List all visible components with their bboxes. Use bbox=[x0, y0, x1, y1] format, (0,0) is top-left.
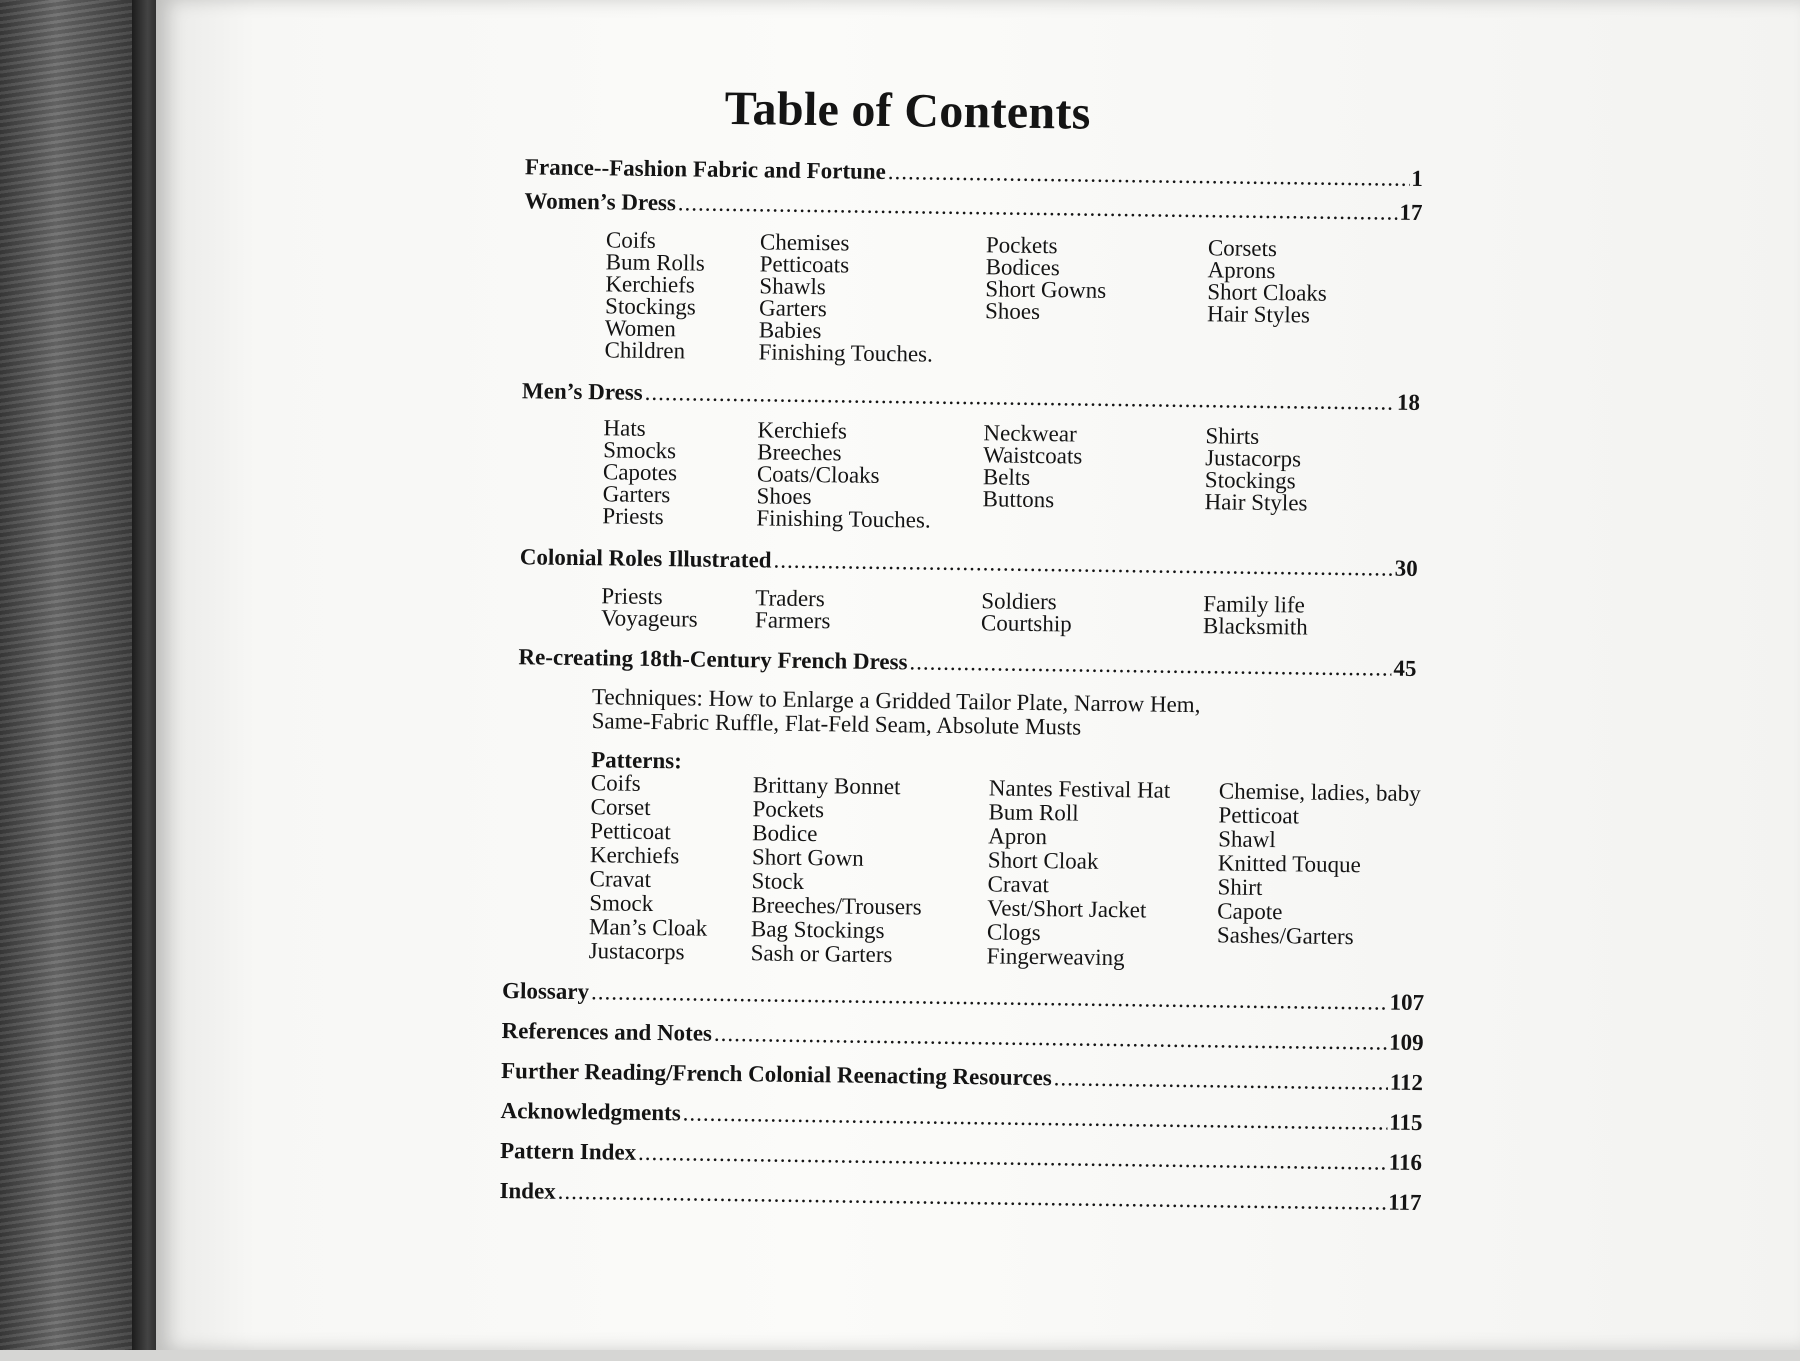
pattern-item: Pockets bbox=[752, 796, 825, 823]
toc-entry-glossary bbox=[502, 978, 1424, 1016]
topic-item: Stockings bbox=[1204, 467, 1296, 494]
toc-entry-heading: Women’s Dress bbox=[524, 188, 677, 216]
topic-column bbox=[984, 234, 1208, 369]
topic-item: Coats/Cloaks bbox=[756, 461, 880, 488]
topic-item: Children bbox=[604, 337, 686, 364]
toc-entry-colonial-roles bbox=[520, 544, 1418, 582]
pattern-item: Sashes/Garters bbox=[1216, 922, 1354, 950]
toc-entry-page: 1 bbox=[1411, 165, 1424, 192]
topic-item: Waistcoats bbox=[983, 442, 1083, 469]
topic-item: Short Cloaks bbox=[1207, 279, 1328, 306]
topic-item: Finishing Touches. bbox=[756, 505, 931, 533]
toc-entry-acknowledgments bbox=[500, 1098, 1422, 1136]
toc-entry-heading: Index bbox=[499, 1178, 556, 1204]
toc-entry-page: 115 bbox=[1389, 1109, 1423, 1136]
topic-column bbox=[982, 422, 1205, 535]
pattern-item: Bodice bbox=[752, 820, 818, 847]
pattern-item: Brittany Bonnet bbox=[752, 772, 901, 800]
topic-item: Traders bbox=[755, 585, 825, 612]
pattern-item: Breeches/Trousers bbox=[751, 892, 922, 920]
toc-entry-mens-dress bbox=[522, 378, 1420, 416]
pattern-item: Coifs bbox=[590, 770, 641, 796]
topic-item: Buttons bbox=[982, 486, 1055, 513]
toc-entry-france bbox=[525, 154, 1423, 192]
topic-item: Blacksmith bbox=[1202, 613, 1308, 640]
pattern-item: Capote bbox=[1217, 898, 1283, 925]
toc-entry-page: 30 bbox=[1394, 555, 1418, 581]
leader-dots bbox=[888, 159, 1410, 192]
topic-item: Bodices bbox=[985, 254, 1060, 281]
toc-entry-recreating-dress bbox=[518, 644, 1416, 682]
pattern-item: Kerchiefs bbox=[589, 842, 680, 869]
topic-column bbox=[602, 417, 757, 529]
topic-item: Soldiers bbox=[981, 588, 1057, 615]
page-title: Table of Contents bbox=[724, 81, 1092, 140]
topic-item: Shoes bbox=[984, 298, 1041, 325]
topic-item: Justacorps bbox=[1205, 445, 1302, 472]
topic-item: Pockets bbox=[985, 232, 1058, 259]
topic-item: Babies bbox=[758, 317, 822, 344]
toc-entry-heading: France--Fashion Fabric and Fortune bbox=[524, 154, 887, 184]
colonial-roles-topics bbox=[601, 585, 1482, 641]
topic-item: Belts bbox=[982, 464, 1031, 490]
toc-entry-references bbox=[501, 1018, 1423, 1056]
toc-entry-page: 45 bbox=[1393, 655, 1417, 681]
topic-item: Courtship bbox=[980, 610, 1072, 637]
pattern-item: Man’s Cloak bbox=[588, 914, 708, 941]
techniques-text bbox=[592, 685, 1473, 745]
leader-dots bbox=[1054, 1065, 1388, 1095]
topic-item: Coifs bbox=[605, 227, 656, 253]
pattern-item: Justacorps bbox=[588, 938, 685, 965]
pattern-item: Vest/Short Jacket bbox=[987, 895, 1147, 923]
topic-item: Shoes bbox=[756, 483, 812, 510]
toc-entry-further-reading bbox=[501, 1058, 1423, 1096]
topic-item: Finishing Touches. bbox=[758, 339, 934, 367]
topic-item: Hair Styles bbox=[1204, 489, 1308, 516]
pattern-item: Sash or Garters bbox=[750, 940, 893, 968]
topic-item: Hair Styles bbox=[1206, 301, 1311, 328]
topic-item: Shawls bbox=[759, 273, 827, 300]
pattern-item: Corset bbox=[590, 794, 651, 820]
pattern-item: Fingerweaving bbox=[986, 943, 1125, 971]
pattern-item: Petticoat bbox=[590, 818, 671, 845]
womens-dress-topics bbox=[604, 229, 1486, 373]
leader-dots bbox=[558, 1179, 1387, 1216]
toc-entry-pattern-index bbox=[500, 1138, 1422, 1176]
techniques-line: Techniques: How to Enlarge a Gridded Tailor Plate, Narrow Hem, bbox=[591, 684, 1201, 718]
toc-entry-heading: Acknowledgments bbox=[500, 1098, 681, 1126]
leader-dots bbox=[683, 1100, 1388, 1135]
leader-dots bbox=[909, 649, 1391, 681]
pattern-item: Short Cloak bbox=[987, 847, 1099, 874]
topic-item: Garters bbox=[758, 295, 827, 322]
topic-item: Bum Rolls bbox=[605, 249, 705, 276]
toc-entry-page: 112 bbox=[1389, 1069, 1424, 1096]
topic-item: Family life bbox=[1203, 591, 1306, 618]
topic-item: Breeches bbox=[757, 439, 842, 466]
topic-item: Neckwear bbox=[983, 420, 1077, 447]
toc-entry-heading: Men’s Dress bbox=[521, 378, 643, 405]
patterns-list bbox=[589, 771, 1471, 975]
topic-column bbox=[755, 587, 982, 634]
leader-dots bbox=[591, 979, 1388, 1015]
pattern-item: Chemise, ladies, baby bbox=[1218, 778, 1421, 807]
toc-entry-page: 117 bbox=[1388, 1189, 1422, 1216]
toc-entry-index bbox=[499, 1178, 1421, 1216]
mens-dress-topics bbox=[602, 417, 1483, 539]
topic-item: Short Gowns bbox=[985, 276, 1107, 303]
pattern-item: Nantes Festival Hat bbox=[988, 775, 1171, 803]
toc-entry-heading: Re-creating 18th-Century French Dress bbox=[518, 644, 908, 675]
toc-entry-page: 116 bbox=[1388, 1149, 1423, 1176]
topic-item: Women bbox=[604, 315, 676, 342]
pattern-item: Clogs bbox=[986, 919, 1041, 946]
topic-item: Priests bbox=[601, 583, 663, 610]
techniques-line: Same-Fabric Ruffle, Flat-Feld Seam, Absolute Musts bbox=[591, 708, 1082, 740]
topic-column bbox=[604, 229, 760, 363]
toc-entry-page: 109 bbox=[1388, 1029, 1424, 1056]
topic-item: Stockings bbox=[604, 293, 697, 320]
topic-item: Petticoats bbox=[759, 251, 850, 278]
topic-item: Aprons bbox=[1207, 257, 1276, 284]
toc-entry-page: 17 bbox=[1399, 199, 1423, 226]
toc-entry-heading: References and Notes bbox=[501, 1018, 713, 1046]
topic-column bbox=[601, 585, 756, 631]
topic-item: Garters bbox=[602, 481, 671, 508]
topic-item: Chemises bbox=[759, 229, 850, 256]
topic-column bbox=[1206, 237, 1486, 373]
pattern-item: Apron bbox=[988, 823, 1048, 850]
topic-column bbox=[756, 419, 983, 532]
pattern-column bbox=[1216, 779, 1470, 974]
pattern-item: Stock bbox=[751, 868, 805, 894]
topic-item: Farmers bbox=[754, 607, 831, 634]
topic-item: Corsets bbox=[1207, 235, 1278, 262]
toc-entry-heading: Further Reading/French Colonial Reenacting Resources bbox=[500, 1058, 1052, 1091]
topic-item: Capotes bbox=[602, 459, 678, 486]
leader-dots bbox=[645, 380, 1396, 416]
leader-dots bbox=[678, 190, 1398, 225]
pattern-column bbox=[751, 773, 989, 968]
pattern-item: Knitted Touque bbox=[1217, 850, 1362, 878]
topic-column bbox=[1203, 593, 1482, 641]
leader-dots bbox=[714, 1021, 1387, 1056]
pattern-item: Bag Stockings bbox=[750, 916, 885, 944]
topic-item: Kerchiefs bbox=[605, 271, 695, 298]
pattern-item: Petticoat bbox=[1218, 802, 1300, 829]
topic-column bbox=[981, 590, 1204, 637]
toc-entry-womens-dress bbox=[524, 188, 1422, 226]
topic-item: Voyageurs bbox=[600, 605, 698, 632]
pattern-item: Cravat bbox=[589, 866, 652, 892]
topic-item: Hats bbox=[603, 415, 646, 441]
topic-item: Shirts bbox=[1205, 423, 1260, 449]
pattern-item: Cravat bbox=[987, 871, 1050, 898]
topic-column bbox=[758, 231, 986, 366]
leader-dots bbox=[638, 1140, 1387, 1176]
toc-entry-heading: Glossary bbox=[501, 978, 590, 1005]
toc-entry-page: 18 bbox=[1396, 389, 1421, 415]
pattern-column bbox=[589, 771, 753, 965]
pattern-item: Shawl bbox=[1218, 826, 1276, 853]
topic-item: Smocks bbox=[603, 437, 677, 464]
topic-column bbox=[1204, 425, 1483, 539]
toc-entry-heading: Colonial Roles Illustrated bbox=[519, 544, 772, 573]
pattern-item: Smock bbox=[589, 890, 654, 917]
patterns-heading: Patterns: bbox=[591, 747, 683, 774]
pattern-column bbox=[986, 776, 1218, 971]
pattern-item: Shirt bbox=[1217, 874, 1263, 900]
topic-item: Priests bbox=[602, 503, 664, 530]
pattern-item: Short Gown bbox=[751, 844, 864, 871]
toc-entry-heading: Pattern Index bbox=[499, 1138, 637, 1165]
leader-dots bbox=[773, 548, 1393, 582]
pattern-item: Bum Roll bbox=[988, 799, 1079, 826]
topic-item: Kerchiefs bbox=[757, 417, 848, 444]
toc-entry-page: 107 bbox=[1389, 989, 1425, 1016]
